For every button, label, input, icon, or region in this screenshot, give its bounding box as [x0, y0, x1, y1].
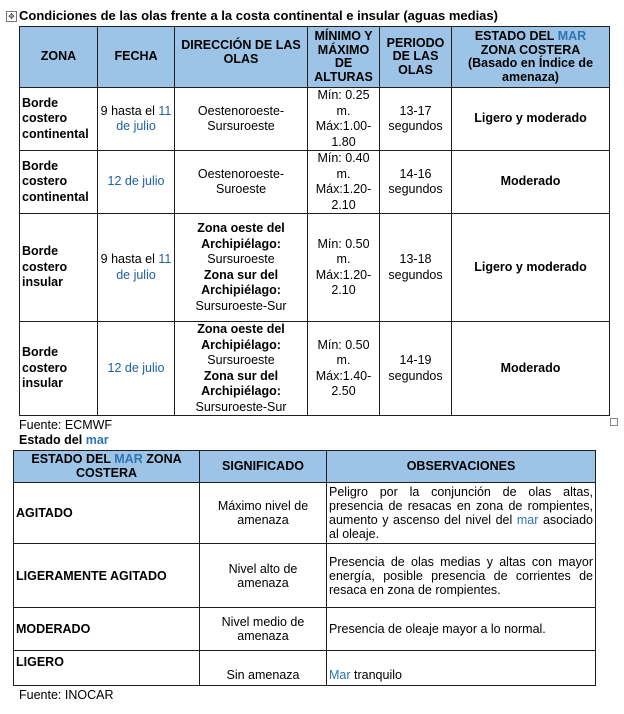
table-row: [14, 544, 596, 608]
fecha-date: 12 de julio: [98, 151, 175, 214]
source-inocar: Fuente: INOCAR: [19, 688, 114, 702]
header-significado: SIGNIFICADO: [200, 451, 327, 483]
alturas-cell: Mín: 0.25 m. Máx:1.00-1.80: [308, 88, 380, 151]
header-estado-mar: MAR: [114, 452, 143, 466]
header-estado-text-b: ZONA COSTERA: [480, 42, 581, 57]
periodo-cell: 13-18 segundos: [380, 214, 452, 322]
header-estado-text-b: ZONA COSTERA: [75, 452, 182, 480]
table-row: [20, 151, 610, 214]
alturas-cell: Mín: 0.50 m. Máx:1.40-2.50: [308, 322, 380, 416]
sea-state-table: [13, 450, 596, 686]
zona-cell: Borde costero insular: [20, 214, 98, 322]
zona-cell: Borde costero insular: [20, 322, 98, 416]
direccion-label: Zona oeste del Archipiélago:: [197, 221, 285, 251]
table-row: [14, 651, 596, 686]
fecha-text: 9 hasta el: [100, 103, 155, 118]
significado-cell: Nivel alto de amenaza: [200, 544, 327, 608]
document-title: Condiciones de las olas frente a la costa continental e insular (aguas medias): [19, 8, 498, 23]
table-header-row: [14, 451, 596, 483]
estado-cell: Moderado: [452, 151, 610, 214]
direccion-label: Zona sur del Archipiélago:: [201, 368, 281, 398]
fecha-date: 12 de julio: [98, 322, 175, 416]
fecha-cell: [98, 214, 175, 322]
header-estado-text-a: ESTADO DEL: [31, 452, 111, 466]
header-estado-text-a: ESTADO DEL: [474, 29, 555, 43]
table-row: [14, 483, 596, 544]
header-alturas: MÍNIMO Y MÁXIMO DE ALTURAS: [308, 27, 380, 88]
header-observaciones: OBSERVACIONES: [327, 451, 596, 483]
estado-cell: Ligero y moderado: [452, 88, 610, 151]
observaciones-cell: [327, 483, 596, 544]
header-periodo: PERIODO DE LAS OLAS: [380, 27, 452, 88]
direccion-label: Zona oeste del Archipiélago:: [197, 322, 285, 352]
table-row: [20, 214, 610, 322]
estado-cell: Moderado: [452, 322, 610, 416]
observaciones-text-end: asociado al oleaje.: [329, 513, 593, 541]
observaciones-text-end: tranquilo: [354, 668, 402, 682]
source-ecmwf: Fuente: ECMWF: [19, 418, 113, 432]
zona-cell: Borde costero continental: [20, 151, 98, 214]
alturas-cell: Mín: 0.40 m. Máx:1.20-2.10: [308, 151, 380, 214]
observaciones-mar: Mar: [329, 668, 351, 682]
observaciones-cell: Presencia de olas medias y altas con mayor energía, posible presencia de corrientes de resaca en zona de rompientes.: [327, 544, 596, 608]
direccion-cell: [175, 322, 308, 416]
significado-cell: Máximo nivel de amenaza: [200, 483, 327, 544]
header-estado: [452, 27, 610, 88]
estado-cell: MODERADO: [14, 608, 200, 651]
significado-cell: Sin amenaza: [200, 651, 327, 686]
estado-cell: AGITADO: [14, 483, 200, 544]
header-estado-mar: MAR: [557, 29, 587, 43]
observaciones-mar: mar: [516, 513, 539, 527]
direccion-value: Sursuroeste: [207, 353, 275, 367]
direccion-cell: [175, 214, 308, 322]
direccion-value: Sursuroeste-Sur: [195, 298, 287, 313]
periodo-cell: 14-16 segundos: [380, 151, 452, 214]
table-row: [14, 608, 596, 651]
header-direccion: DIRECCIÓN DE LAS OLAS: [175, 27, 308, 88]
section-heading-mar: mar: [85, 433, 109, 447]
fecha-cell: [98, 88, 175, 151]
alturas-cell: Mín: 0.50 m. Máx:1.20-2.10: [308, 214, 380, 322]
table-move-handle-icon[interactable]: ✥: [6, 11, 17, 22]
header-estado: [14, 451, 200, 483]
table-row: [20, 322, 610, 416]
periodo-cell: 13-17 segundos: [380, 88, 452, 151]
header-fecha: FECHA: [98, 27, 175, 88]
direccion-label: Zona sur del Archipiélago:: [201, 267, 281, 297]
observaciones-text: Peligro por la conjunción de olas altas, presencia de resacas en zona de rompientes, aumento y ascenso del nivel del: [329, 485, 593, 527]
significado-cell: Nivel medio de amenaza: [200, 608, 327, 651]
estado-cell: LIGERO: [14, 651, 200, 686]
fecha-date: 11 de julio: [116, 252, 172, 282]
direccion-value: Sursuroeste: [207, 252, 275, 266]
table-row: [20, 88, 610, 151]
direccion-cell: Oestenoroeste-Suroeste: [175, 151, 308, 214]
table-resize-handle-icon[interactable]: [610, 418, 618, 426]
fecha-text: 9 hasta el: [100, 252, 155, 266]
header-estado-text-c: (Basado en Índice de amenaza): [467, 56, 594, 84]
observaciones-cell: [327, 651, 596, 686]
direccion-value: Sursuroeste-Sur: [195, 399, 287, 414]
estado-cell: LIGERAMENTE AGITADO: [14, 544, 200, 608]
zona-cell: Borde costero continental: [20, 88, 98, 151]
wave-conditions-table: [19, 26, 610, 416]
periodo-cell: 14-19 segundos: [380, 322, 452, 416]
section-heading-text: Estado del: [19, 433, 83, 447]
header-zona: ZONA: [20, 27, 98, 88]
estado-cell: Ligero y moderado: [452, 214, 610, 322]
section-heading: [19, 433, 109, 447]
table-header-row: [20, 27, 610, 88]
direccion-cell: Oestenoroeste-Sursuroeste: [175, 88, 308, 151]
fecha-date: 11 de julio: [116, 103, 172, 133]
observaciones-cell: Presencia de oleaje mayor a lo normal.: [327, 608, 596, 651]
